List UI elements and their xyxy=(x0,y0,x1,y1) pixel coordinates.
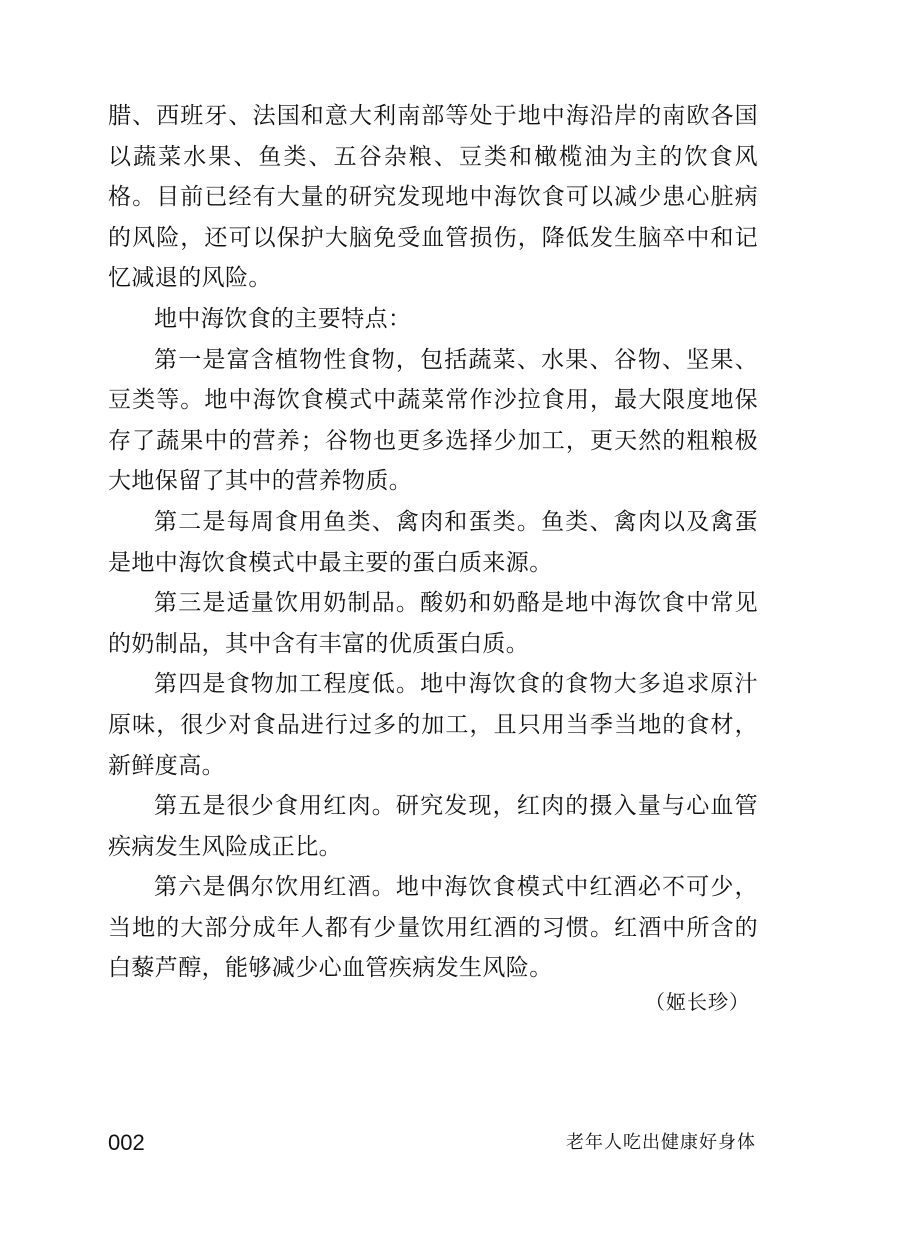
paragraph-feature-1: 第一是富含植物性食物，包括蔬菜、水果、谷物、坚果、豆类等。地中海饮食模式中蔬菜常作沙拉食用，最大限度地保存了蔬果中的营养；谷物也更多选择少加工，更天然的粗粮极大地保留了其中的营养物质。 xyxy=(108,346,758,495)
paragraph-feature-4: 第四是食物加工程度低。地中海饮食的食物大多追求原汁原味，很少对食品进行过多的加工，且只用当季当地的食材，新鲜度高。 xyxy=(108,671,758,779)
paragraph-feature-5: 第五是很少食用红肉。研究发现，红肉的摄入量与心血管疾病发生风险成正比。 xyxy=(108,793,758,860)
body-text xyxy=(108,96,758,989)
paragraph-feature-2: 第二是每周食用鱼类、禽肉和蛋类。鱼类、禽肉以及禽蛋是地中海饮食模式中最主要的蛋白质来源。 xyxy=(108,508,758,576)
page-number: 002 xyxy=(108,1130,145,1155)
running-footer-title: 老年人吃出健康好身体 xyxy=(566,1132,756,1153)
paragraph-continued: 腊、西班牙、法国和意大利南部等处于地中海沿岸的南欧各国以蔬菜水果、鱼类、五谷杂粮、豆类和橄榄油为主的饮食风格。目前已经有大量的研究发现地中海饮食可以减少患心脏病的风险，还可以保护大脑免受血管损伤，降低发生脑卒中和记忆减退的风险。 xyxy=(108,103,758,292)
paragraph-feature-3: 第三是适量饮用奶制品。酸奶和奶酪是地中海饮食中常见的奶制品，其中含有丰富的优质蛋白质。 xyxy=(108,590,758,657)
paragraph-feature-6: 第六是偶尔饮用红酒。地中海饮食模式中红酒必不可少，当地的大部分成年人都有少量饮用红酒的习惯。红酒中所含的白藜芦醇，能够减少心血管疾病发生风险。 xyxy=(108,874,758,982)
paragraph-heading: 地中海饮食的主要特点： xyxy=(154,305,412,332)
author-attribution: （姬长珍） xyxy=(645,990,750,1014)
